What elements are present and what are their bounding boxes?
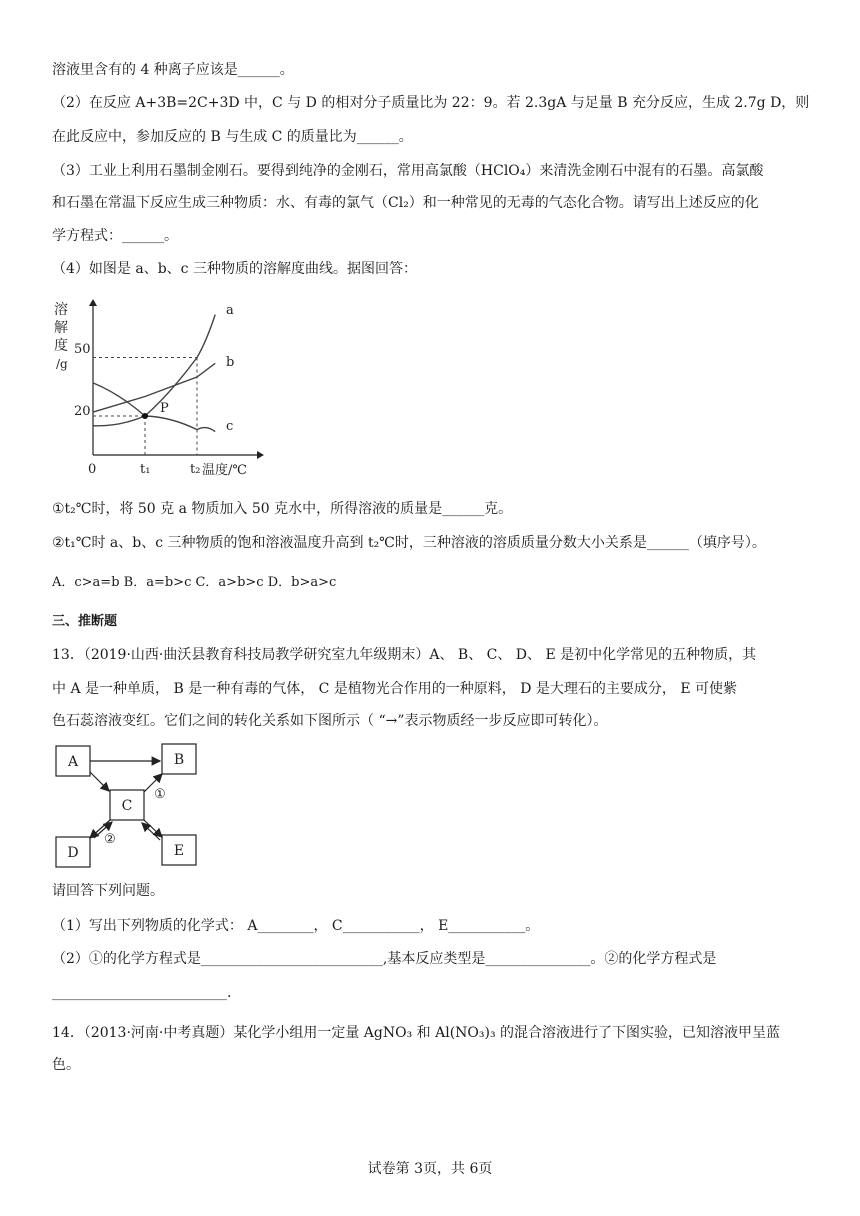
- text-line: ②t₁℃时 a、b、c 三种物质的饱和溶液温度升高到 t₂℃时，三种溶液的溶质质量分数大小关系是______（填序号）。: [52, 535, 766, 551]
- x-axis-arrow: [257, 451, 264, 459]
- text-line: （2）①的化学方程式是__________________________,基本反应类型是_______________。②的化学方程式是: [52, 951, 717, 967]
- text-line: （2）在反应 A+3B=2C+3D 中，C 与 D 的相对分子质量比为 22：9。若 2.3gA 与足量 B 充分反应，生成 2.7g D，则: [52, 95, 810, 111]
- text-line: （3）工业上利用石墨制金刚石。要得到纯净的金刚石，常用高氯酸（HClO₄）来清洗金刚石中混有的石墨。高氯酸: [52, 163, 764, 179]
- curve-label-a: a: [226, 303, 234, 318]
- y-tick-50: 50: [74, 342, 91, 357]
- node-e: E: [173, 843, 185, 859]
- point-label: P: [160, 401, 169, 416]
- text-line: 中 A 是一种单质， B 是一种有毒的气体， C 是植物光合作用的一种原料， D 是大理石的主要成分， E 可使紫: [52, 681, 738, 697]
- text-line: 色石蕊溶液变红。它们之间的转化关系如下图所示（ “→”表示物质经一步反应即可转化）。: [52, 713, 608, 729]
- node-c: C: [121, 798, 133, 814]
- text-line: 请回答下列问题。: [52, 883, 164, 899]
- text-line: 学方程式：______。: [52, 228, 178, 244]
- arrow-e-c: [142, 823, 160, 840]
- arrow-c-e: [144, 820, 162, 837]
- ylabel-char: 解: [54, 320, 68, 336]
- point-p: [142, 413, 148, 419]
- page-footer: 试卷第 3页，共 6页: [367, 1161, 493, 1177]
- text-line: ①t₂℃时，将 50 克 a 物质加入 50 克水中，所得溶液的质量是______克。: [52, 501, 513, 517]
- section-title: 三、推断题: [52, 614, 118, 629]
- text-line: 14．（2013·河南·中考真题）某化学小组用一定量 AgNO₃ 和 Al(NO₃)₃ 的混合溶液进行了下图实验，已知溶液甲呈蓝: [52, 1025, 781, 1041]
- curve-label-c: c: [226, 419, 234, 434]
- ylabel-char: /g: [56, 357, 68, 371]
- text-line: 色。: [52, 1057, 80, 1073]
- x-tick-0: 0: [88, 462, 97, 477]
- edge-label-2: ②: [104, 832, 116, 847]
- arrow-a-c: [90, 772, 109, 791]
- text-line: （4）如图是 a、b、c 三种物质的溶解度曲线。据图回答：: [52, 261, 417, 277]
- y-tick-20: 20: [74, 404, 91, 419]
- edge-label-1: ①: [154, 787, 166, 802]
- text-line: 在此反应中，参加反应的 B 与生成 C 的质量比为______。: [52, 129, 413, 145]
- node-a: A: [67, 754, 79, 770]
- xlabel: 温度/℃: [202, 463, 247, 478]
- ylabel-char: 度: [54, 338, 68, 354]
- text-line: 溶液里含有的 4 种离子应该是______。: [52, 62, 294, 78]
- text-line: 13．（2019·山西·曲沃县教育科技局教学研究室九年级期末）A、 B、 C、 D、 E 是初中化学常见的五种物质，其: [52, 647, 757, 663]
- text-line: （1）写出下列物质的化学式： A________， C___________， E___________。: [52, 918, 540, 934]
- x-tick-t1: t₁: [140, 462, 151, 477]
- solubility-chart: [52, 298, 272, 488]
- y-axis-arrow: [89, 299, 97, 306]
- ylabel-char: 溶: [54, 302, 68, 318]
- text-line: 和石墨在常温下反应生成三种物质：水、有毒的氯气（Cl₂）和一种常见的无毒的气态化合物。请写出上述反应的化: [52, 195, 759, 211]
- curve-label-b: b: [226, 355, 235, 370]
- x-tick-t2: t₂: [190, 462, 201, 477]
- node-b: B: [173, 752, 185, 768]
- answer-options: A．c>a=b B．a=b>c C．a>b>c D．b>a>c: [52, 575, 337, 590]
- text-line: _________________________.: [52, 985, 232, 1001]
- node-d: D: [67, 845, 79, 861]
- conversion-diagram: [52, 742, 212, 872]
